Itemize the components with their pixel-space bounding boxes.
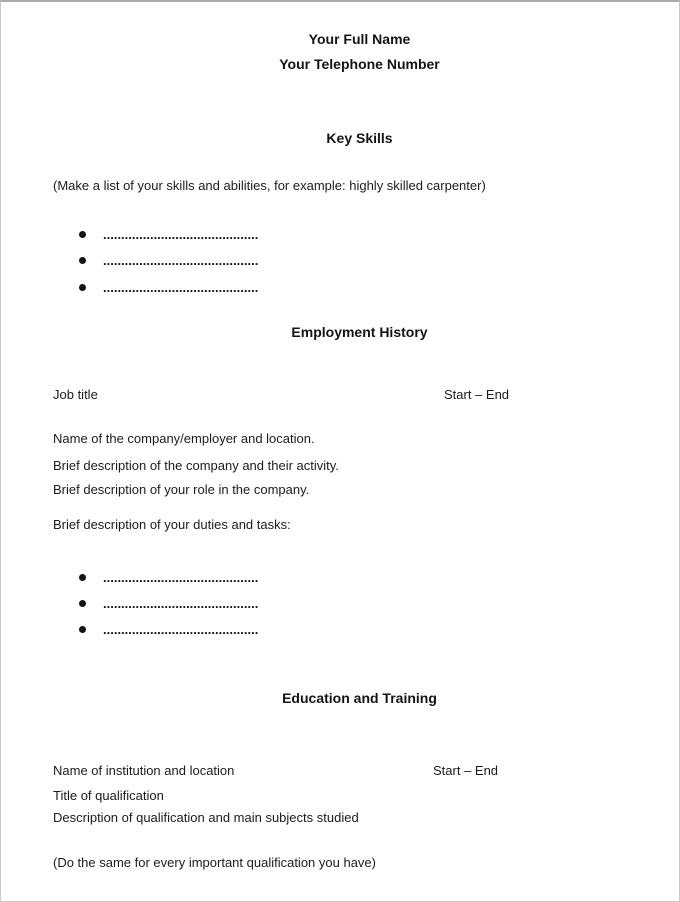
bullet-marker-icon	[79, 231, 86, 238]
qualification-description-line: Description of qualification and main subjects studied	[53, 810, 359, 825]
job-title-row	[53, 386, 666, 403]
company-line: Name of the company/employer and location.	[53, 431, 315, 446]
education-training-heading: Education and Training	[282, 690, 437, 706]
skills-bullet-placeholder: ...........................................	[103, 280, 259, 295]
duties-bullet-row	[53, 569, 666, 586]
employment-date-range: Start – End	[444, 387, 510, 402]
key-skills-instruction: (Make a list of your skills and abilities, for example: highly skilled carpenter)	[53, 178, 486, 193]
bullet-marker-icon	[79, 284, 86, 291]
job-title-label: Job title	[53, 387, 98, 402]
duties-bullet-placeholder: ...........................................	[103, 596, 259, 611]
company-activity-line: Brief description of the company and their activity.	[53, 458, 339, 473]
qualification-title-line: Title of qualification	[53, 788, 164, 803]
bullet-marker-icon	[79, 257, 86, 264]
skills-bullet-placeholder: ...........................................	[103, 253, 259, 268]
skills-bullet-row	[53, 226, 666, 243]
skills-bullet-row	[53, 252, 666, 269]
employment-history-heading: Employment History	[291, 324, 428, 340]
key-skills-heading: Key Skills	[326, 130, 393, 146]
duties-bullet-placeholder: ...........................................	[103, 622, 259, 637]
telephone-heading: Your Telephone Number	[279, 56, 440, 72]
institution-label: Name of institution and location	[53, 763, 235, 778]
bullet-marker-icon	[79, 600, 86, 607]
skills-bullet-row	[53, 279, 666, 296]
bullet-marker-icon	[79, 626, 86, 633]
skills-bullet-placeholder: ...........................................	[103, 227, 259, 242]
duties-bullet-row	[53, 595, 666, 612]
education-note: (Do the same for every important qualification you have)	[53, 855, 376, 870]
full-name-heading: Your Full Name	[308, 31, 411, 47]
education-date-range: Start – End	[433, 763, 499, 778]
bullet-marker-icon	[79, 574, 86, 581]
duties-bullet-placeholder: ...........................................	[103, 570, 259, 585]
institution-row	[53, 762, 666, 779]
duties-bullet-row	[53, 621, 666, 638]
duties-label: Brief description of your duties and tasks:	[53, 517, 291, 532]
role-line: Brief description of your role in the company.	[53, 482, 310, 497]
